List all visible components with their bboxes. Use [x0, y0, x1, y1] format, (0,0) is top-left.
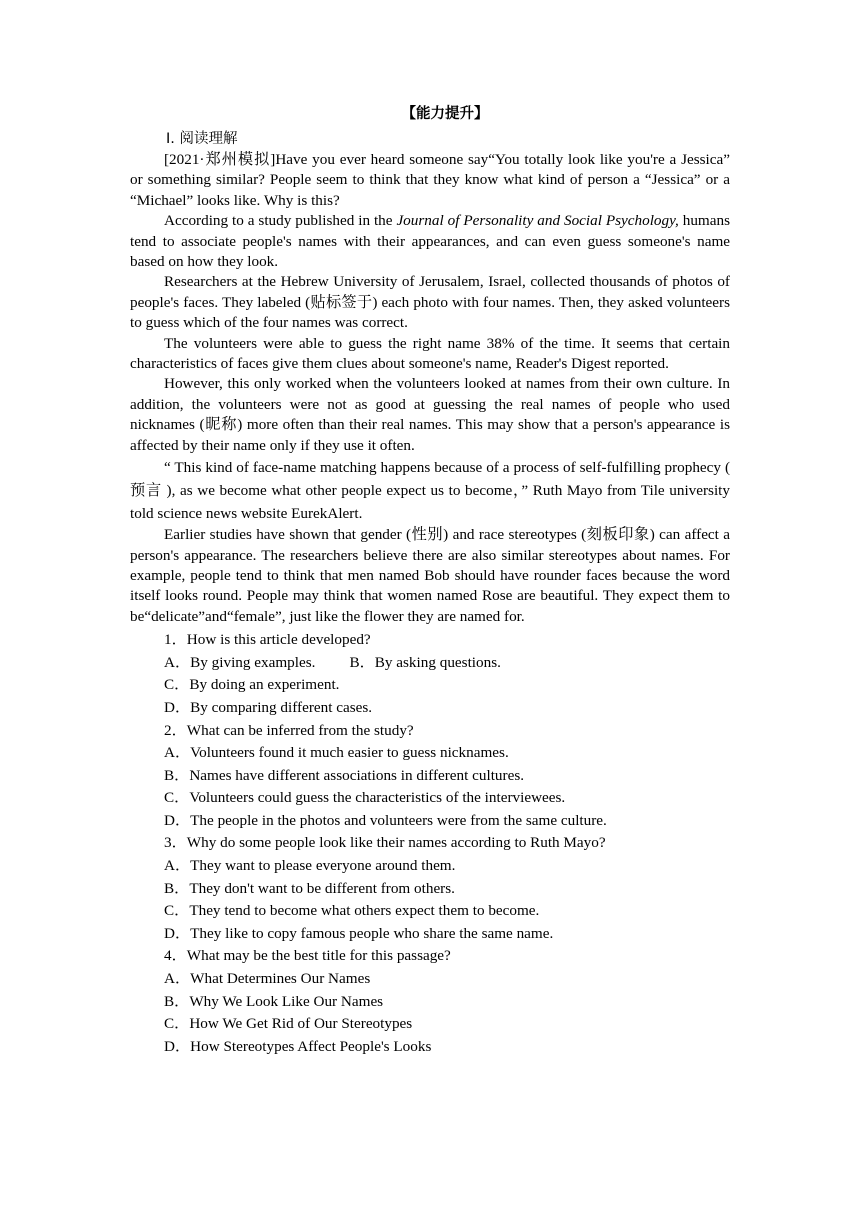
page-title: 【能力提升】	[401, 106, 489, 122]
section-heading: Ⅰ. 阅读理解	[166, 131, 238, 147]
passage-paragraph	[130, 334, 730, 375]
answer-option: C．How We Get Rid of Our Stereotypes	[164, 1015, 413, 1033]
answer-option: A．What Determines Our Names	[164, 970, 371, 988]
paragraph-text: humans tend to associate people's names with their appearances, and can even guess someone's name based on how they look.	[130, 212, 730, 271]
question-stem: 1．How is this article developed?	[164, 631, 371, 649]
answer-option: D．They like to copy famous people who share the same name.	[164, 924, 554, 942]
paragraph-text: [2021·郑州模拟]Have you ever heard someone say“You totally look like you're a Jessica” or something similar? People seem to think that they know what kind of person a “Jessica” or a “Michael” looks like. Why is this?	[130, 151, 730, 209]
paragraph-text: Earlier studies have shown that gender (性别) and race stereotypes (刻板印象) can affect a person's appearance. The researchers believe there are also similar stereotypes about names. For example, people tend to think that men named Bob should have rounder faces because the word itself looks round. People may think that women named Rose are beautiful. They expect them to be“delicate”and“female”, just like the flower they are named for.	[130, 526, 730, 625]
paragraph-text: However, this only worked when the volunteers looked at names from their own culture. In addition, the volunteers were not as good at guessing the real names of people who used nicknames (昵称) more often than their real names. This may show that a person's appearance is affected by their name only if they use it often.	[130, 375, 730, 454]
answer-option: D．How Stereotypes Affect People's Looks	[164, 1037, 432, 1055]
answer-option: B．Names have different associations in different cultures.	[164, 766, 525, 784]
answer-option: D．By comparing different cases.	[164, 698, 373, 716]
answer-option: C．They tend to become what others expect them to become.	[164, 902, 540, 920]
reading-passage	[130, 150, 730, 627]
document-page	[130, 100, 730, 1058]
question-stem: 2．What can be inferred from the study?	[164, 721, 414, 739]
question-stem: 4．What may be the best title for this passage?	[164, 947, 451, 965]
answer-option: B．By asking questions.	[349, 653, 501, 671]
answer-option: D．The people in the photos and volunteers were from the same culture.	[164, 811, 607, 829]
answer-option: A．Volunteers found it much easier to guess nicknames.	[164, 744, 509, 762]
journal-title: Journal of Personality and Social Psychology,	[396, 212, 679, 230]
answer-option: A．By giving examples.	[164, 653, 316, 671]
passage-paragraph	[130, 374, 730, 456]
paragraph-text: “ This kind of face-name matching happens because of a process of self-fulfilling prophecy ( 预言 ), as we become what other people expect us to become，” Ruth Mayo from Tile university told science news website EurekAlert.	[130, 459, 730, 523]
answer-option: B．They don't want to be different from others.	[164, 879, 455, 897]
option-row	[130, 652, 730, 675]
answer-option: C．Volunteers could guess the characteristics of the interviewees.	[164, 789, 566, 807]
question-stem: 3．Why do some people look like their names according to Ruth Mayo?	[164, 834, 606, 852]
passage-paragraph	[130, 211, 730, 272]
passage-paragraph	[130, 272, 730, 333]
answer-option: C．By doing an experiment.	[164, 676, 340, 694]
answer-option: B．Why We Look Like Our Names	[164, 992, 384, 1010]
answer-option: A．They want to please everyone around them.	[164, 857, 456, 875]
passage-paragraph	[130, 150, 730, 211]
question-list	[130, 629, 730, 1058]
passage-paragraph	[130, 525, 730, 627]
paragraph-text: According to a study published in the	[164, 212, 397, 230]
paragraph-text: The volunteers were able to guess the right name 38% of the time. It seems that certain characteristics of faces give them clues about someone's name, Reader's Digest reported.	[130, 334, 730, 373]
paragraph-text: Researchers at the Hebrew University of Jerusalem, Israel, collected thousands of photos of people's faces. They labeled (贴标签于) each photo with four names. Then, they asked volunteers to guess which of the four names was correct.	[130, 273, 730, 332]
passage-paragraph	[130, 456, 730, 525]
